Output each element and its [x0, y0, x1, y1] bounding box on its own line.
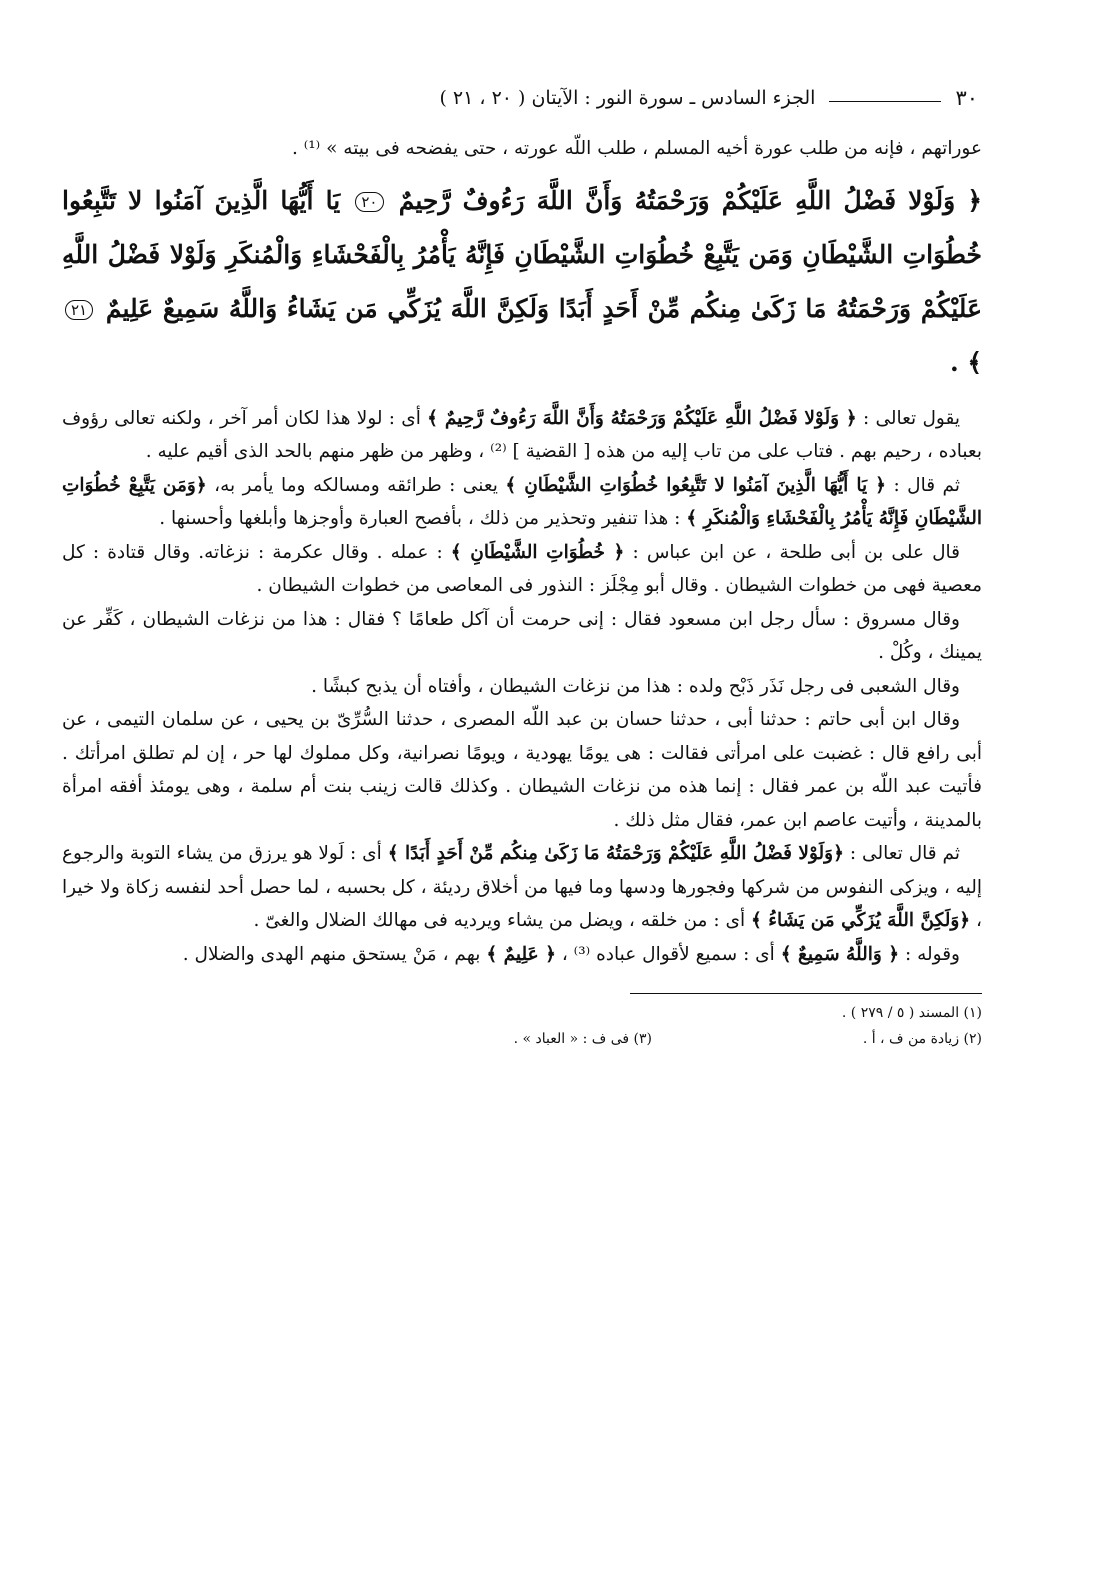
paragraph-1	[62, 402, 982, 469]
p4-text: وقال مسروق : سأل رجل ابن مسعود فقال : إنى حرمت أن آكل طعامًا ؟ فقال : هذا من نزغات الشيطان ، كَفِّر عن يمينك ، وكُلْ .	[62, 608, 982, 663]
header-title: الجزء السادس ـ سورة النور : الآيتان ( ٢٠ ، ٢١ )	[439, 87, 816, 109]
p7-text-c: أى : من خلقه ، ويضل من يشاء ويرديه فى مهالك الضلال والغىّ .	[253, 910, 746, 931]
p6-text: وقال ابن أبى حاتم : حدثنا أبى ، حدثنا حسان بن عبد اللّه المصرى ، حدثنا السُّرِّىّ بن يحيى ، عن سلمان التيمى ، عن أبى رافع قال : غضبت على امرأتى فقالت : هى يومًا يهودية ، ويومًا نصرانية، وكل مملوك لها حر ، إن لم تطلق امرأتك . فأتيت عبد اللّه بن عمر فقال : إنما هذه من نزغات الشيطان . وكذلك قالت زينب بنت أم سلمة ، وهى يومئذ أفقه امرأة بالمدينة ، وأتيت عاصم ابن عمر، فقال مثل ذلك .	[62, 709, 982, 831]
p8-quote-2: ﴿ عَلِيمٌ ﴾	[486, 943, 556, 965]
p3-text-a: قال على بن أبى طلحة ، عن ابن عباس :	[632, 541, 960, 563]
footnote-1: (١) المسند ( ٥ / ٢٧٩ ) .	[841, 1005, 982, 1021]
footnote-rule	[630, 993, 982, 994]
footnotes	[62, 1000, 982, 1052]
p8-quote-1: ﴿ وَاللَّهُ سَمِيعٌ ﴾	[780, 943, 900, 965]
paragraph-7	[62, 837, 982, 938]
p3-quote: ﴿ خُطُوَاتِ الشَّيْطَانِ ﴾	[450, 541, 625, 563]
p7-quote-2: ﴿وَلَكِنَّ اللَّهَ يُزَكِّي مَن يَشَاءُ ﴾	[750, 910, 971, 931]
footnote-row-2	[62, 1026, 982, 1052]
p1-text-b: أى : لولا هذا لكان أمر آخر ، ولكنه تعالى رؤوف بعباده ، رحيم بهم . فتاب على من تاب إليه من هذه [ القضية ] ⁽²⁾ ، وظهر من ظهر منهم بالحد الذى أقيم عليه .	[62, 407, 982, 462]
verse-end: ﴾ .	[949, 347, 982, 377]
verse-part-2: يَا أَيُّهَا الَّذِينَ آمَنُوا لا تَتَّبِعُوا خُطُوَاتِ الشَّيْطَانِ وَمَن يَتَّبِعْ خُطُوَاتِ الشَّيْطَانِ فَإِنَّهُ يَأْمُرُ بِالْفَحْشَاءِ وَالْمُنكَرِ وَلَوْلا فَضْلُ اللَّهِ عَلَيْكُمْ وَرَحْمَتُهُ مَا زَكَىٰ مِنكُم مِّنْ أَحَدٍ أَبَدًا وَلَكِنَّ اللَّهَ يُزَكِّي مَن يَشَاءُ وَاللَّهُ سَمِيعٌ عَلِيمٌ	[62, 185, 982, 323]
p7-text-a: ثم قال تعالى :	[849, 843, 961, 864]
paragraph-2	[62, 469, 982, 536]
intro-text: عوراتهم ، فإنه من طلب عورة أخيه المسلم ، طلب اللّه عورته ، حتى يفضحه فى بيته » ⁽¹⁾ .	[291, 138, 982, 159]
page	[62, 78, 982, 1558]
p5-text: وقال الشعبى فى رجل نَذَر ذَبْح ولده : هذا من نزغات الشيطان ، وأفتاه أن يذبح كبشًا .	[311, 675, 960, 697]
p7-text-b: أى : لَولا هو يرزق من يشاء التوبة والرجوع إليه ، ويزكى النفوس من شركها وفجورها ودسها وما فيها من أخلاق رديئة ، كل بحسبه ، لما حصل أحد لنفسه زكاة ولا خيرا ،	[62, 843, 982, 931]
p8-text-a: وقوله :	[904, 943, 960, 965]
header-rule	[829, 101, 941, 102]
p3-text-b: : عمله . وقال عكرمة : نزغاته. وقال قتادة : كل معصية فهى من خطوات الشيطان . وقال أبو مِجْلَز : النذور فى المعاصى من خطوات الشيطان .	[62, 541, 982, 596]
p2-text-b: يعنى : طرائقه ومسالكه وما يأمر به،	[214, 474, 498, 496]
paragraph-3	[62, 536, 982, 603]
paragraph-4	[62, 603, 982, 670]
footnote-3: (٣) فى ف : « العباد » .	[513, 1031, 652, 1047]
paragraph-8	[62, 938, 982, 972]
quran-verse-block	[62, 174, 982, 390]
running-header	[62, 78, 982, 118]
paragraph-6	[62, 703, 982, 837]
verse-number-20: ٢٠	[355, 192, 383, 212]
p1-text-a: يقول تعالى :	[862, 407, 960, 429]
p2-quote-1: ﴿ يَا أَيُّهَا الَّذِينَ آمَنُوا لا تَتَّبِعُوا خُطُوَاتِ الشَّيْطَانِ ﴾	[505, 474, 886, 496]
verse-number-21: ٢١	[65, 300, 93, 320]
p2-text-c: : هذا تنفير وتحذير من ذلك ، بأفصح العبارة وأوجزها وأبلغها وأحسنها .	[159, 508, 681, 529]
page-number: ٣٠	[955, 86, 978, 110]
verse-part-1: ﴿ وَلَوْلا فَضْلُ اللَّهِ عَلَيْكُمْ وَرَحْمَتُهُ وَأَنَّ اللَّهَ رَءُوفٌ رَّحِيمٌ	[398, 185, 982, 215]
p8-text-c: بهم ، مَنْ يستحق منهم الهدى والضلال .	[182, 943, 481, 965]
p2-quote-2: ﴿وَمَن يَتَّبِعْ خُطُوَاتِ الشَّيْطَانِ فَإِنَّهُ يَأْمُرُ بِالْفَحْشَاءِ وَالْمُنكَرِ ﴾	[62, 474, 982, 529]
intro-paragraph	[62, 132, 982, 166]
footnote-2: (٢) زيادة من ف ، أ .	[862, 1031, 982, 1047]
p7-quote-1: ﴿وَلَوْلا فَضْلُ اللَّهِ عَلَيْكُمْ وَرَحْمَتُهُ مَا زَكَىٰ مِنكُم مِّنْ أَحَدٍ أَبَدًا ﴾	[387, 843, 844, 864]
paragraph-5	[62, 670, 982, 704]
p8-text-b: أى : سميع لأقوال عباده ⁽³⁾ ،	[561, 943, 775, 965]
p1-quote: ﴿ وَلَوْلا فَضْلُ اللَّهِ عَلَيْكُمْ وَرَحْمَتُهُ وَأَنَّ اللَّهَ رَءُوفٌ رَّحِيمٌ ﴾	[427, 407, 857, 429]
p2-text-a: ثم قال :	[893, 474, 960, 496]
